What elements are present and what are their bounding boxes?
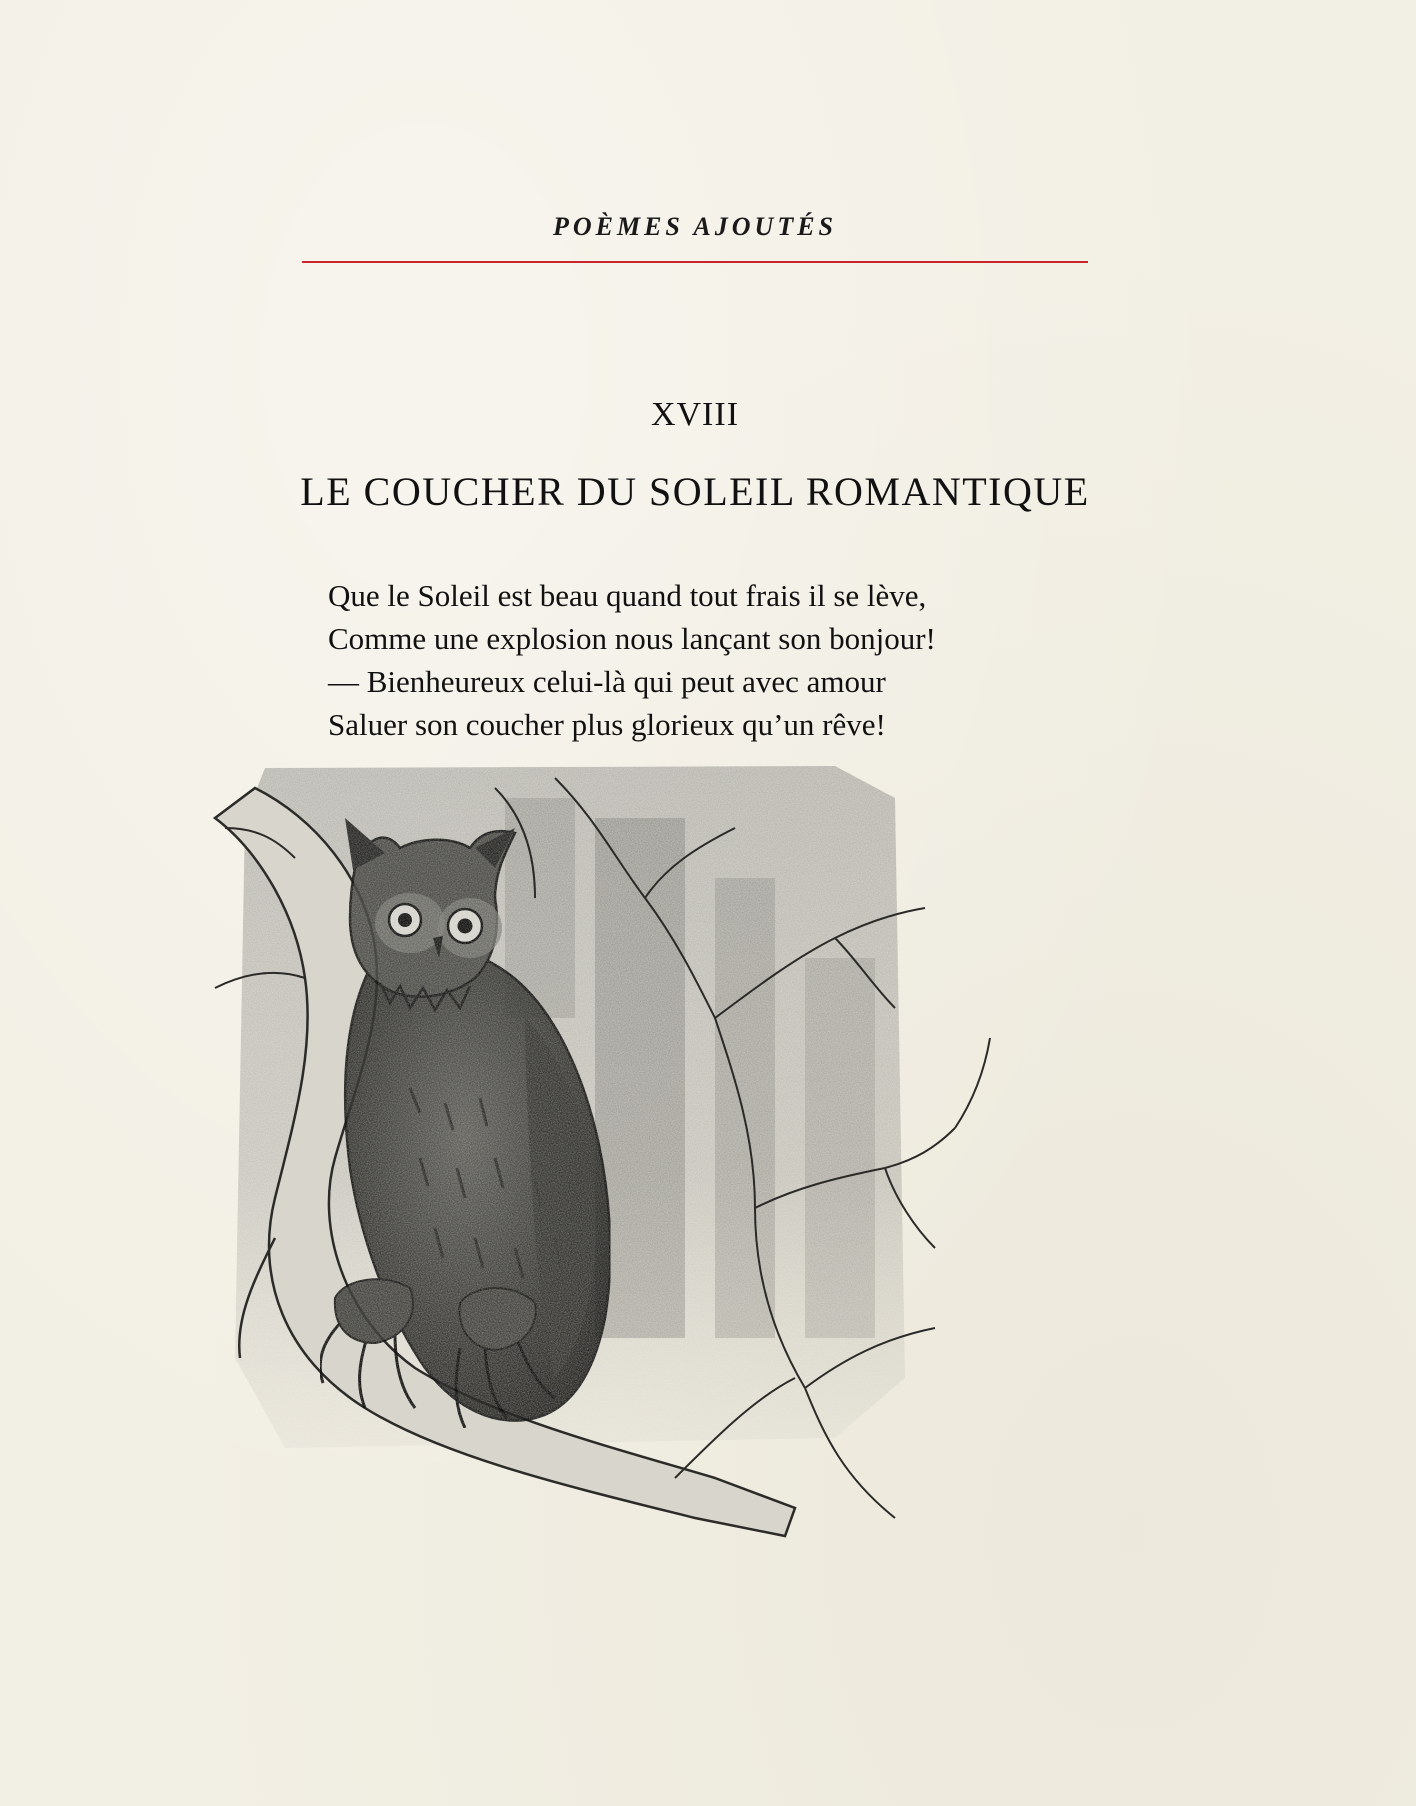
poem-line: Saluer son coucher plus glorieux qu’un rêve! <box>328 707 886 742</box>
owl-drawing <box>195 758 1095 1548</box>
running-head: POÈMES AJOUTÉS <box>552 212 838 241</box>
poem-number: XVIII <box>650 396 740 433</box>
header-rule <box>302 261 1088 263</box>
poem-line: Que le Soleil est beau quand tout frais il se lève, <box>328 578 927 613</box>
owl-illustration <box>195 758 1095 1548</box>
poem-line: — Bienheureux celui-là qui peut avec amour <box>328 664 886 699</box>
poem-line: Comme une explosion nous lançant son bonjour! <box>328 621 936 656</box>
poem-stanza <box>328 574 1088 746</box>
poem-title: LE COUCHER DU SOLEIL ROMANTIQUE <box>300 469 1090 514</box>
